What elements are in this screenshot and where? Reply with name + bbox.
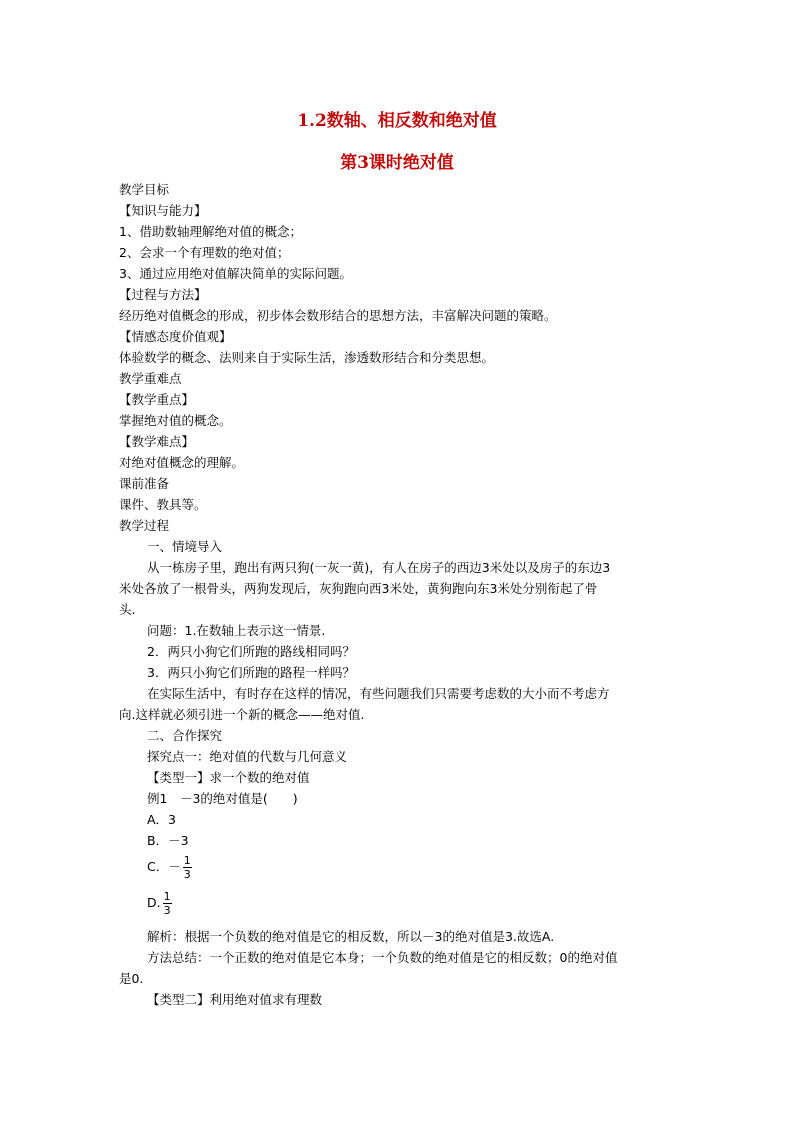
example-1-question: 例1 －3的绝对值是( ) bbox=[147, 791, 298, 806]
goal-item-1: 1、借助数轴理解绝对值的概念； bbox=[119, 224, 302, 239]
scenario-line-1: 从一栋房子里，跑出有两只狗(一灰一黄)，有人在房子的西边3米处以及房子的东边3 bbox=[147, 560, 611, 575]
subheading-focus: 【教学重点】 bbox=[119, 392, 195, 407]
fraction-numerator: 1 bbox=[183, 854, 191, 867]
method-summary-line-1: 方法总结：一个正数的绝对值是它本身；一个负数的绝对值是它的相反数；0的绝对值 bbox=[147, 950, 618, 965]
option-b: B．－3 bbox=[147, 833, 189, 848]
focus-text: 掌握绝对值的概念。 bbox=[119, 413, 232, 428]
section-heading-goals: 教学目标 bbox=[119, 182, 170, 197]
option-a: A．3 bbox=[147, 812, 177, 827]
goal-item-2: 2、会求一个有理数的绝对值； bbox=[119, 245, 290, 260]
explore-point-1: 探究点一：绝对值的代数与几何意义 bbox=[147, 749, 348, 764]
preparation-text: 课件、教具等。 bbox=[119, 497, 207, 512]
option-d-fraction bbox=[163, 890, 172, 917]
type-2-heading: 【类型二】利用绝对值求有理数 bbox=[147, 992, 323, 1007]
subheading-attitude: 【情感态度价值观】 bbox=[119, 329, 232, 344]
fraction-denominator: 3 bbox=[183, 868, 191, 881]
section-heading-preparation: 课前准备 bbox=[119, 476, 170, 491]
subheading-knowledge: 【知识与能力】 bbox=[119, 203, 207, 218]
fraction-numerator: 1 bbox=[163, 890, 171, 903]
question-2: 2．两只小狗它们所跑的路线相同吗？ bbox=[147, 644, 355, 659]
scenario-line-3: 头. bbox=[119, 602, 136, 617]
goal-item-3: 3、通过应用绝对值解决简单的实际问题。 bbox=[119, 266, 352, 281]
option-d bbox=[147, 890, 172, 917]
section-heading-key-points: 教学重难点 bbox=[119, 371, 182, 386]
method-summary-line-2: 是0. bbox=[119, 971, 144, 986]
document-title: 1.2数轴、相反数和绝对值 bbox=[297, 111, 497, 131]
type-1-heading: 【类型一】求一个数的绝对值 bbox=[147, 770, 310, 785]
analysis-text: 解析：根据一个负数的绝对值是它的相反数，所以－3的绝对值是3.故选A. bbox=[147, 929, 555, 944]
option-c bbox=[147, 854, 192, 881]
reflection-line-2: 向.这样就必须引进一个新的概念——绝对值. bbox=[119, 707, 365, 722]
subheading-process: 【过程与方法】 bbox=[119, 287, 207, 302]
fraction-denominator: 3 bbox=[163, 904, 171, 917]
question-1: 问题：1.在数轴上表示这一情景. bbox=[147, 623, 326, 638]
question-3: 3．两只小狗它们所跑的路程一样吗？ bbox=[147, 665, 355, 680]
option-d-label: D. bbox=[147, 895, 161, 910]
subheading-difficulty: 【教学难点】 bbox=[119, 434, 195, 449]
option-c-label: C．－ bbox=[147, 859, 181, 874]
step-heading-intro: 一、情境导入 bbox=[147, 539, 223, 554]
scenario-line-2: 米处各放了一根骨头，两狗发现后，灰狗跑向西3米处，黄狗跑向东3米处分别衔起了骨 bbox=[119, 581, 598, 596]
lesson-subtitle: 第3课时绝对值 bbox=[340, 153, 454, 173]
option-c-fraction bbox=[183, 854, 192, 881]
section-heading-process: 教学过程 bbox=[119, 518, 170, 533]
difficulty-text: 对绝对值概念的理解。 bbox=[119, 455, 245, 470]
attitude-text: 体验数学的概念、法则来自于实际生活，渗透数形结合和分类思想。 bbox=[119, 350, 495, 365]
process-text: 经历绝对值概念的形成，初步体会数形结合的思想方法，丰富解决问题的策略。 bbox=[119, 308, 557, 323]
reflection-line-1: 在实际生活中，有时存在这样的情况，有些问题我们只需要考虑数的大小而不考虑方 bbox=[147, 686, 610, 701]
step-heading-explore: 二、合作探究 bbox=[147, 728, 223, 743]
